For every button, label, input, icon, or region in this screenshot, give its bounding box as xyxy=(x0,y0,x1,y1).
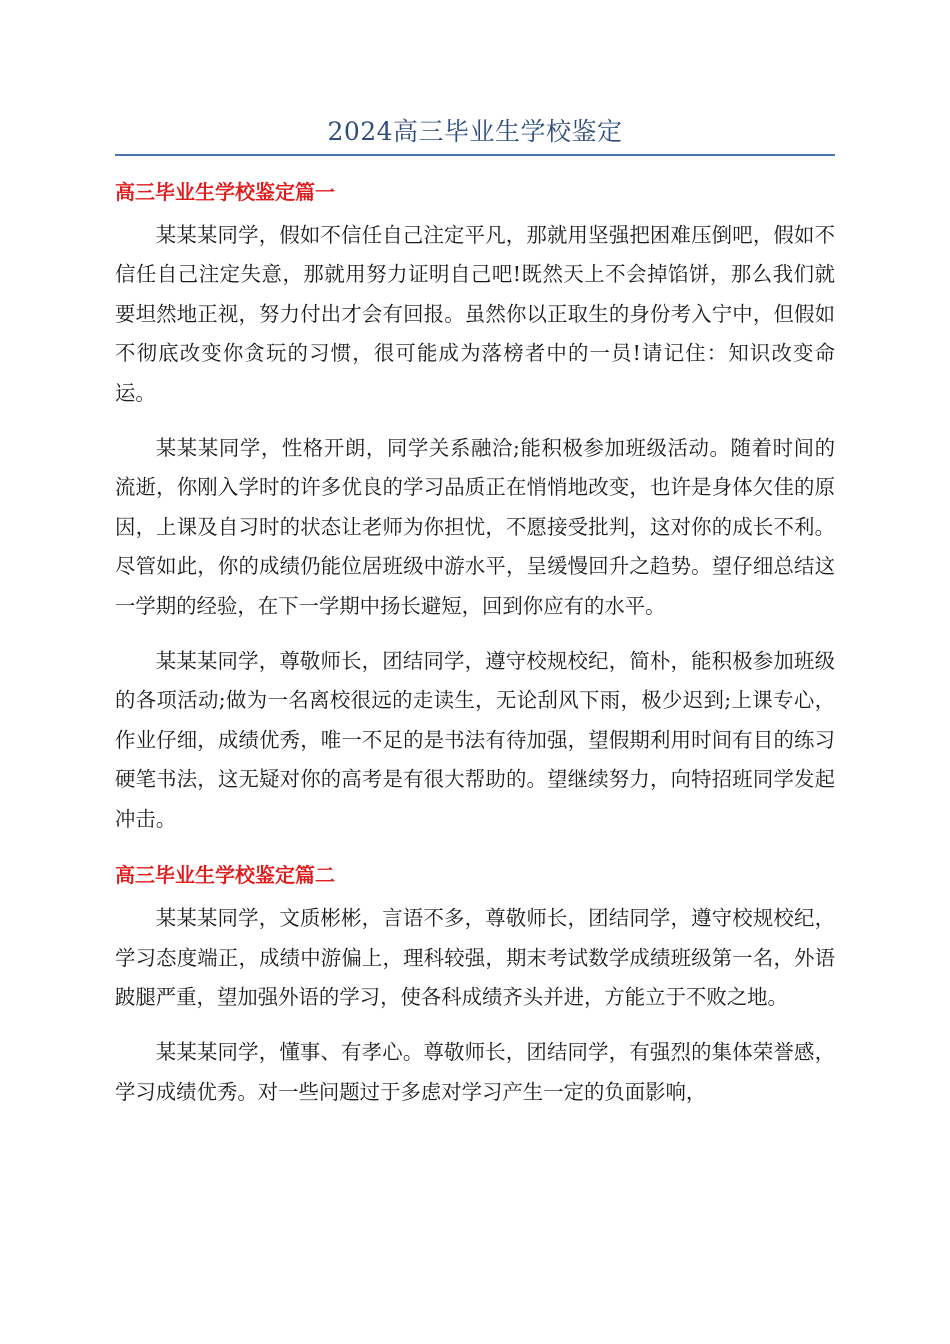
paragraph: 某某某同学，懂事、有孝心。尊敬师长，团结同学，有强烈的集体荣誉感，学习成绩优秀。对一些问题过于多虑对学习产生一定的负面影响， xyxy=(115,1040,835,1104)
section-heading: 高三毕业生学校鉴定篇一 xyxy=(115,180,335,204)
paragraph: 某某某同学，文质彬彬，言语不多，尊敬师长，团结同学，遵守校规校纪，学习态度端正，成绩中游偏上，理科较强，期末考试数学成绩班级第一名，外语跛腿严重，望加强外语的学习，使各科成绩齐头并进，方能立于不败之地。 xyxy=(115,906,835,1009)
section-heading: 高三毕业生学校鉴定篇二 xyxy=(115,863,335,888)
document-title: 2024高三毕业生学校鉴定 xyxy=(327,117,623,146)
section-2 xyxy=(115,855,835,1112)
paragraph: 某某某同学，假如不信任自己注定平凡，那就用坚强把困难压倒吧，假如不信任自己注定失意，那就用努力证明自己吧!既然天上不会掉馅饼，那么我们就要坦然地正视，努力付出才会有回报。虽然你以正取生的身份考入宁中，但假如不彻底改变你贪玩的习惯，很可能成为落榜者中的一员!请记住：知识改变命运。 xyxy=(115,223,835,405)
paragraph: 某某某同学，尊敬师长，团结同学，遵守校规校纪，简朴，能积极参加班级的各项活动;做为一名离校很远的走读生，无论刮风下雨，极少迟到;上课专心，作业仔细，成绩优秀，唯一不足的是书法有待加强，望假期利用时间有目的练习硬笔书法，这无疑对你的高考是有很大帮助的。望继续努力，向特招班同学发起冲击。 xyxy=(115,649,835,831)
section-1 xyxy=(115,172,835,839)
title-divider xyxy=(115,154,835,156)
document-body xyxy=(115,172,835,1128)
paragraph: 某某某同学，性格开朗，同学关系融洽;能积极参加班级活动。随着时间的流逝，你刚入学时的许多优良的学习品质正在悄悄地改变，也许是身体欠佳的原因，上课及自习时的状态让老师为你担忧，不愿接受批判，这对你的成长不利。尽管如此，你的成绩仍能位居班级中游水平，呈缓慢回升之趋势。望仔细总结这一学期的经验，在下一学期中扬长避短，回到你应有的水平。 xyxy=(115,436,835,618)
